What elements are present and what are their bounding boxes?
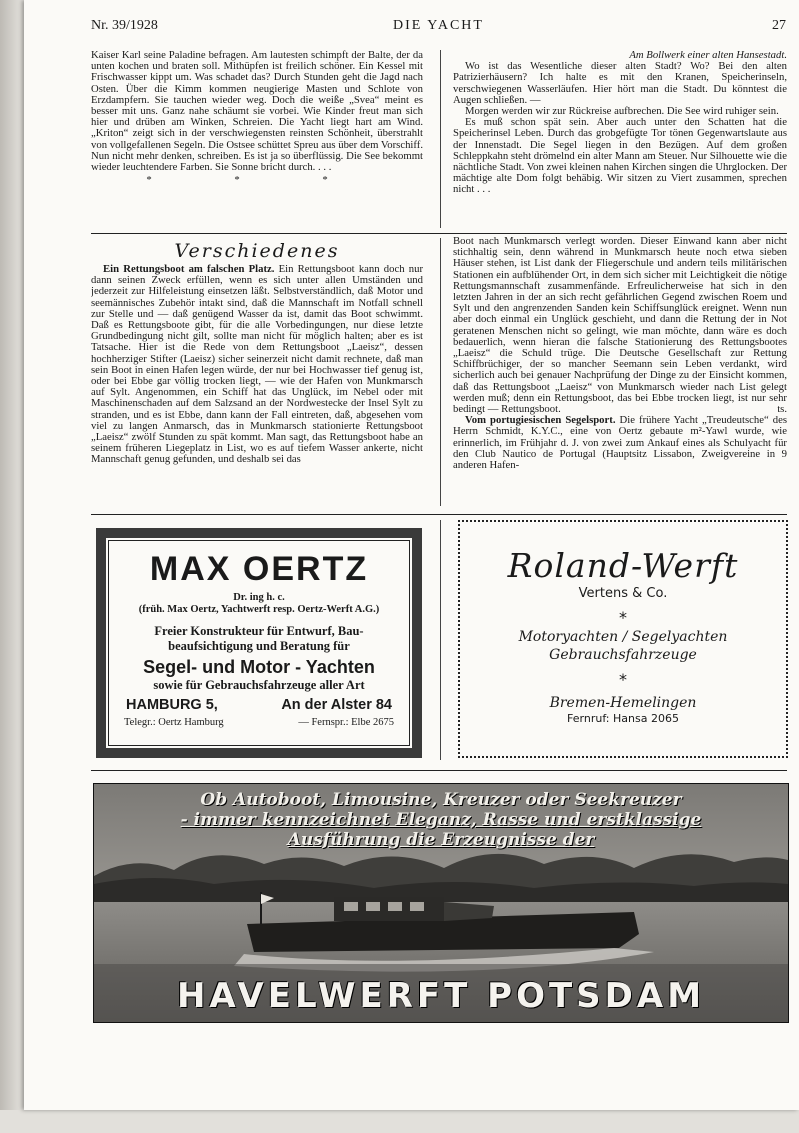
ad-text: Gebrauchsfahrzeuge	[549, 647, 697, 663]
horizontal-rule	[91, 770, 787, 771]
column-divider	[440, 238, 441, 506]
paragraph: Wo ist das Wesentliche dieser alten Stadt? Wo? Bei den alten Patrizierhäusern? Ich halte es mit den Kranen, Speicherinseln, verschwiegenen Wasserläufen. Hier hört man die Stadt. Du könntest die Augen schließen. —	[453, 60, 787, 106]
article-heading: Vom portugiesischen Segelsport.	[465, 414, 616, 427]
issue-number: Nr. 39/1928	[91, 18, 158, 33]
advertiser-name: Roland-Werft	[507, 546, 739, 585]
ad-text: Motoryachten / Segelyachten	[518, 629, 728, 645]
horizontal-rule	[91, 233, 787, 234]
ad-text: Freier Konstrukteur für Entwurf, Bau-	[154, 624, 364, 638]
story-continuation-right	[453, 50, 787, 225]
ad-text: beaufsichtigung und Beratung für	[168, 639, 350, 653]
column-divider	[440, 50, 441, 228]
article-text: Ein Rettungsboot kann doch nur dann seinen Zweck erfüllen, wenn es sich unter allen Umständen und jederzeit zur Hilfeleistung einsetzen läßt. Selbstverständlich, daß Motor und seemännisches Zubehör intakt sind, daß die Mannschaft im Notfall schnell zur Stelle und — daß genügend Wasser da ist, damit das Boot schwimmt. Daß es Rettungsboote gibt, für die alle Vorbedingungen, nur diese letzte Grundbedingung nicht gilt, sollte man nicht für möglich halten; aber es ist Tatsache. Hier ist die Rede von dem Rettungsboot „Laeisz“, dessen hochherziger Stifter (Laeisz) sicher seinerzeit nicht damit rechnete, daß man sein Boot in einen Hafen legen würde, der nur bei Hochwasser tief genug ist, oder bei Ebbe gar völlig trocken liegt, — wie der Hafen von Munkmarsch auf Sylt. Angenommen, ein Schiff hat das Unglück, im Nebel oder mit Maschinenschaden auf dem Salzsand an der Nordwestecke der Insel Sylt zu stranden, und es ist Ebbe, dann kann der Fall eintreten, daß, abgesehen vom viel zu langen Anmarsch, das in Munkmarsch stationierte Rettungsboot „Laeisz“ zwölf Stunden zu spät kommt. Man sagt, das Rettungsboot habe an seinem früheren Liegeplatz in List, wo es auf tiefem Wasser ankerte, nicht Mannschaft genug gefunden, und deshalb sei das	[91, 263, 423, 466]
article-text: Boot nach Munkmarsch verlegt worden. Dieser Einwand kann aber nicht stichhaltig sein, denn während in Munkmarsch heute noch etwa sieben Häuser stehen, ist List dank der Fliegerschule und andern teils militärischen Stationen ein aufblühender Ort, in dem sich sicher mit Leichtigkeit die nötige Rettungsmannschaft zusammenfände. Erfreulicherweise hat sich in den letzten Jahren in der an sich recht gefährlichen Gegend zwischen Roem und Sylt und den angrenzenden Sanden kein Schiffsunglück ereignet. Wenn nun aber doch einmal ein Unglück geschieht, und dann die Rettung der in Not geratenen Menschen nicht so gelingt, wie man möchte, dann wäre es doch bedauerlich, wenn hieran die falsche Stationierung des Rettungsbootes „Laeisz“ die Schuld trüge. Die Deutsche Gesellschaft zur Rettung Schiffbrüchiger, der so mancher Seemann sein Leben verdankt, wird sicherlich auch bei genauer Nachprüfung der Dinge zu der Einsicht kommen, daß das Rettungsboot „Laeisz“ von Munkmarsch wieder nach List gelegt werden muß; denn ein Rettungsboot, das bei Ebbe trocken liegt, ist nur sehr bedingt — Rettungsboot.	[453, 236, 787, 416]
article-text: Die frühere Yacht „Treudeutsche“ des Herrn Schmidt, K.Y.C., eine von Oertz gebaute m²-Yawl wurde, wie erinnerlich, im Frühjahr d. J. von zwei zum Ankauf eines als Schulyacht für den Club Nautico de Portugal (Hauptsitz Lissabon, Zweigvereine in 9 anderen Hafen-	[453, 414, 787, 472]
magazine-title: DIE YACHT	[393, 18, 484, 33]
article-signature: ts.	[777, 403, 787, 416]
column-divider	[440, 520, 441, 760]
slogan-line: - immer kennzeichnet Eleganz, Rasse und erstklassige	[180, 810, 702, 830]
paragraph: Es muß schon spät sein. Aber auch unter den Schatten hat die Speicherinsel Leben. Durch das grobgefügte Tor tönen Gegenwartslaute aus der Innenstadt. Die Segel liegen in den Bezügen. Auf dem großen Schleppkahn steht drömelnd ein alter Mann am Steuer. Nur Silhouette wie die nächtliche Stadt. Von zwei kleinen nahen Kirchen singen die Uhrglocken. Der mächtige alte Dom folgt behäbig. Wir sitzen zu Viert zusammen, sprechen nicht . . .	[453, 116, 787, 196]
ad-slogan	[94, 790, 788, 850]
verschiedenes-right	[453, 236, 787, 506]
ad-phone: — Fernspr.: Elbe 2675	[298, 717, 394, 728]
subheading: Am Bollwerk einer alten Hansestadt.	[629, 50, 787, 61]
advertisement-havelwerft	[93, 783, 789, 1023]
story-text: Kaiser Karl seine Paladine befragen. Am lautesten schimpft der Balte, der da unten kochen und braten soll. Mithüpfen ist freilich schöner. Ein Kessel mit Frischwasser kippt um. Was schadet das? Durch Stunden geht die Jagd nach Osten. Über die Kimm kommen neugierige Masten und Schlote von Erzdampfern. Sie tauchen wieder weg. Doch die weiße „Svea“ meint es besser mit uns. Ganz nahe schäumt sie vorbei. Wie Kinder freut man sich hier und drüben am Winken, Schreien. Die Yacht liegt hart am Wind. „Kriton“ zeigt sich in der verschwiegensten reinsten Schönheit, überstrahlt von vollgefallenen Segeln. Die Ostsee schüttet Spreu aus über dem Vorschiff. Nun nicht mehr denken, schreiben. Es ist ja so überflüssig. Die See bekommt wieder leuchtendere Farben. Sie Sonne bricht durch. . . .	[91, 50, 423, 174]
page-number: 27	[772, 18, 786, 33]
verschiedenes-left	[91, 240, 423, 505]
star-ornament: *	[619, 608, 627, 627]
paragraph: Morgen werden wir zur Rückreise aufbrechen. Die See wird ruhiger sein.	[465, 105, 779, 118]
star-ornament: *	[619, 670, 627, 689]
page-header	[91, 18, 786, 38]
book-spine	[0, 0, 24, 1133]
slogan-line: Ob Autoboot, Limousine, Kreuzer oder Seekreuzer	[200, 790, 682, 810]
ad-text: sowie für Gebrauchsfahrzeuge aller Art	[153, 678, 365, 692]
ad-street: An der Alster 84	[281, 697, 392, 713]
ad-text-highlight: Segel- und Motor - Yachten	[143, 657, 375, 677]
advertiser-former-name: (früh. Max Oertz, Yachtwerft resp. Oertz-Werft A.G.)	[138, 604, 380, 615]
advertisement-roland-werft	[458, 520, 788, 758]
section-title: Verschiedenes	[174, 240, 340, 262]
section-stars: * * *	[146, 174, 368, 187]
ad-telegram: Telegr.: Oertz Hamburg	[124, 717, 224, 728]
advertiser-owner: Vertens & Co.	[578, 586, 668, 601]
ad-phone: Fernruf: Hansa 2065	[567, 712, 679, 725]
advertiser-name: MAX OERTZ	[149, 550, 369, 588]
advertiser-name: HAVELWERFT POTSDAM	[176, 976, 706, 1016]
horizontal-rule	[91, 514, 787, 515]
article-heading: Ein Rettungsboot am falschen Platz.	[103, 263, 275, 275]
ad-city: HAMBURG 5,	[126, 697, 218, 713]
scan-background	[0, 1110, 799, 1133]
ad-address	[106, 696, 412, 714]
story-continuation-left	[91, 50, 423, 225]
ad-city: Bremen-Hemelingen	[549, 695, 697, 711]
advertiser-degree: Dr. ing h. c.	[233, 592, 285, 603]
ad-contact	[106, 716, 412, 729]
slogan-line: Ausführung die Erzeugnisse der	[287, 830, 595, 850]
advertisement-max-oertz	[96, 528, 422, 758]
